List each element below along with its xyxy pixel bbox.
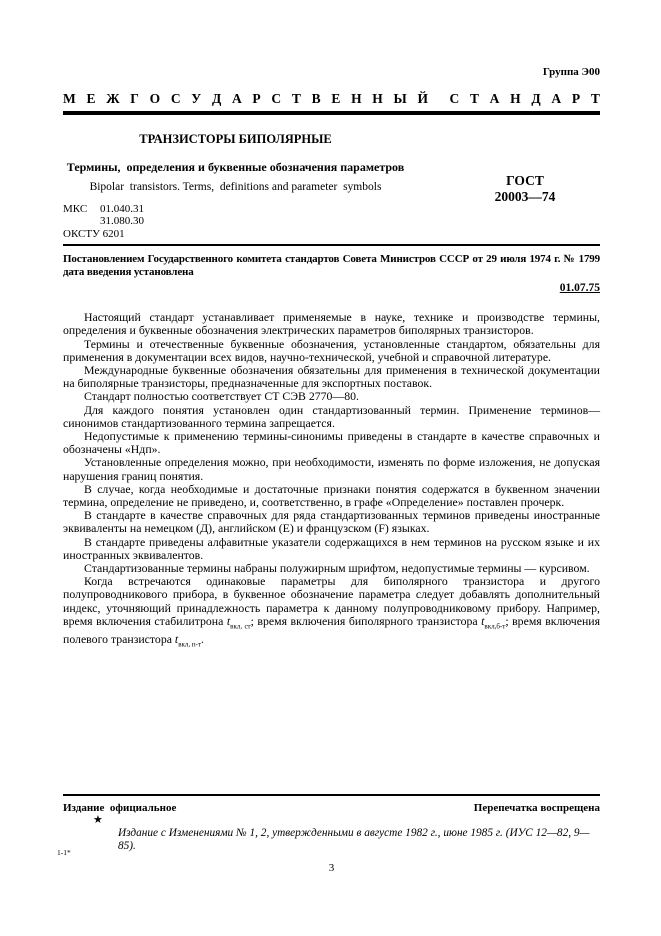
sheet-code: 1-1* bbox=[57, 848, 71, 857]
page-footer bbox=[57, 794, 600, 874]
document-subtitle: Термины, определения и буквенные обозначения параметров bbox=[66, 160, 405, 174]
page-content bbox=[63, 0, 600, 652]
body-paragraph: Стандартизованные термины набраны полужирным шрифтом, недопустимые термины — курсивом. bbox=[84, 561, 590, 576]
group-label: Группа Э00 bbox=[542, 66, 600, 78]
body-paragraph: В стандарте приведены алфавитные указатели содержащихся в нем терминов на русском языке и их иностранных эквивалентов. bbox=[63, 534, 600, 562]
classification-codes bbox=[63, 203, 600, 240]
edition-note: Издание с Изменениями № 1, 2, утвержденными в августе 1982 г., июне 1985 г. (ИУС 12—82, 9—85). bbox=[118, 827, 590, 852]
body-paragraph: Когда встречаются одинаковые параметры для биполярного транзистора и другого полупроводникового прибора, в буквенное обозначение параметра следует добавлять дополнительный индекс, уточняющий принадлежность параметра к данному полупроводниковому прибору. Например, время включения стабилитрона $t_{вкл, ст}$; время включения биполярного транзистора $t_{вкл,б-т}$; время включения полевого транзистора $t_{вкл, п-т}$. bbox=[63, 574, 601, 649]
reprint-prohibited-label: Перепечатка воспрещена bbox=[473, 802, 600, 814]
document-title: ТРАНЗИСТОРЫ БИПОЛЯРНЫЕ bbox=[139, 132, 332, 146]
document-titles bbox=[63, 132, 408, 193]
footer-rule bbox=[63, 794, 600, 796]
body-paragraph: В стандарте в качестве справочных для ряда стандартизованных терминов приведены иностранные эквиваленты на немецком (Д), английском (Е) и французском (F) языках. bbox=[63, 508, 600, 536]
official-edition-label: Издание официальное bbox=[63, 802, 177, 814]
body-paragraph: Недопустимые к применению термины-синонимы приведены в стандарте в качестве справочных и обозначены «Ндп». bbox=[63, 429, 600, 457]
footnote-star-icon: ★ bbox=[93, 814, 103, 826]
body-paragraph: В случае, когда необходимые и достаточные признаки понятия содержатся в буквенном значении термина, определение не приведено, и, соответственно, в графе «Определение» поставлен прочерк. bbox=[63, 481, 600, 510]
mks-value-2: 31.080.30 bbox=[100, 215, 144, 228]
page-number: 3 bbox=[328, 862, 335, 874]
body-paragraph: Международные буквенные обозначения обязательны для применения в технической документации на биполярные транзисторы, предназначенные для экспортных поставок. bbox=[63, 363, 600, 391]
effective-date-row bbox=[63, 282, 600, 294]
header-rule bbox=[63, 111, 600, 115]
mks-value-1: 01.040.31 bbox=[100, 203, 144, 215]
footer-row bbox=[63, 802, 600, 814]
body-paragraph: Термины и отечественные буквенные обозначения, установленные стандартом, обязательны для применения в документации всех видов, научно-технической, учебной и справочной литературе. bbox=[63, 336, 600, 364]
gost-label: ГОСТ bbox=[506, 173, 544, 188]
body-paragraph: Стандарт полностью соответствует СТ СЭВ 2770—80. bbox=[84, 389, 359, 404]
standard-type-heading: М Е Ж Г О С У Д А Р С Т В Е Н Н Ы Й С Т А Н Д А Р Т bbox=[63, 91, 600, 106]
body-paragraph: Для каждого понятия установлен один стандартизованный термин. Применение терминов—синонимов стандартизованного термина запрещается. bbox=[63, 402, 600, 430]
okstu-code: ОКСТУ 6201 bbox=[63, 227, 125, 240]
body-paragraph: Настоящий стандарт устанавливает применяемые в науке, технике и производстве термины, определения и буквенные обозначения электрических параметров биполярных транзисторов. bbox=[63, 310, 600, 338]
title-block bbox=[63, 132, 600, 204]
gost-designation bbox=[450, 173, 600, 205]
codes-divider-rule bbox=[63, 244, 600, 246]
gost-number: 20003—74 bbox=[494, 189, 556, 204]
mks-label: МКС bbox=[63, 203, 88, 215]
body-text bbox=[63, 311, 600, 652]
document-subtitle-english: Bipolar transistors. Terms, definitions and parameter symbols bbox=[89, 181, 382, 193]
body-paragraph: Установленные определения можно, при необходимости, изменять по форме изложения, не допуская нарушения границ понятия. bbox=[63, 455, 600, 483]
decree-text: Постановлением Государственного комитета стандартов Совета Министров СССР от 29 июля 1974 г. № 1799 дата введения установлена bbox=[63, 253, 600, 279]
effective-date: 01.07.75 bbox=[559, 282, 600, 295]
